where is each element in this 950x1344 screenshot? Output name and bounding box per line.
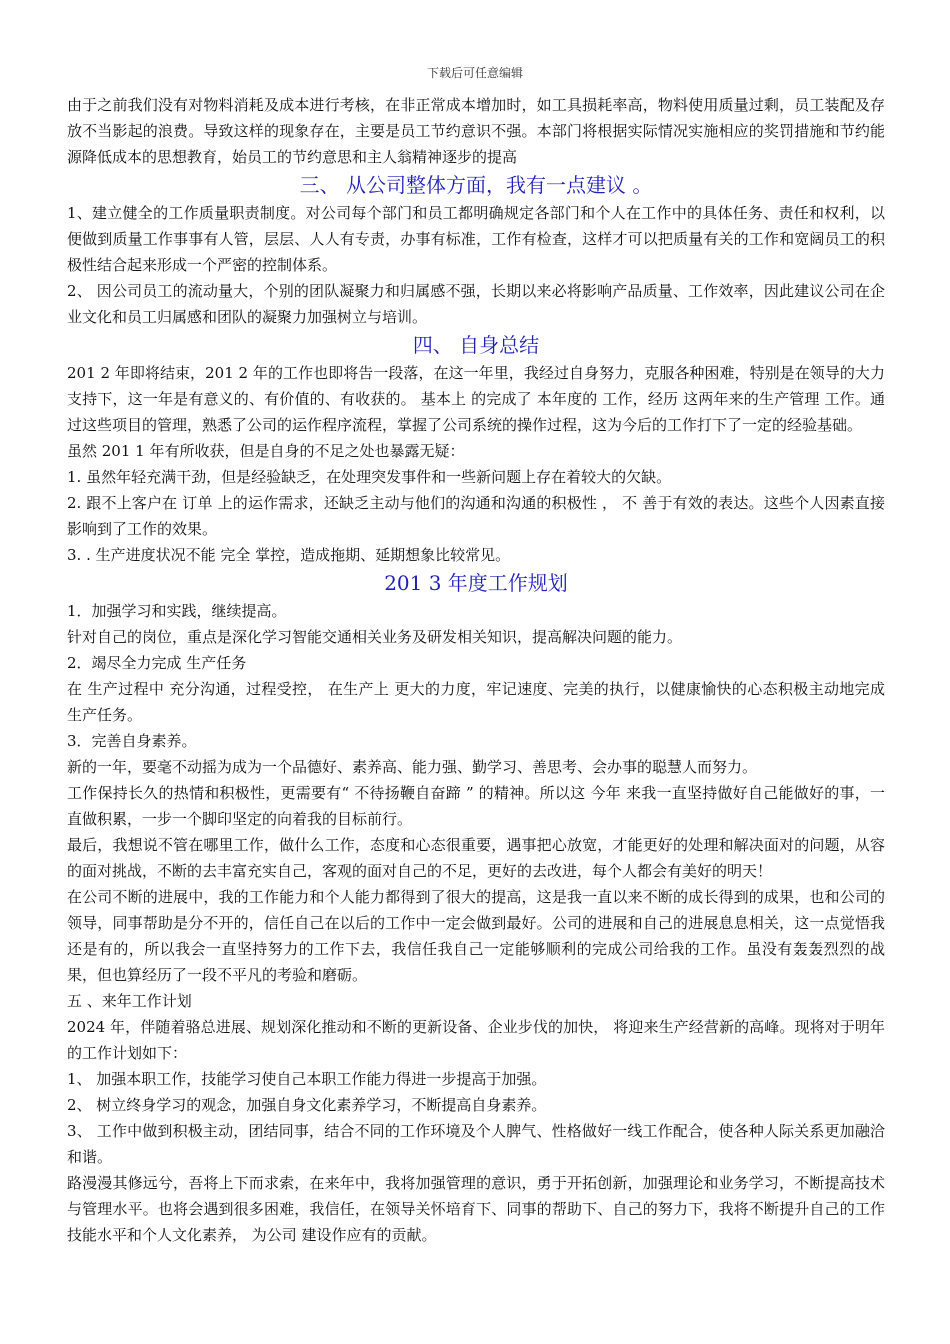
- list-item-next-year-3: 3、 工作中做到积极主动，团结同事，结合不同的工作环境及个人脾气、性格做好一线工作配合，使各种人际关系更加融洽和谐。: [67, 1122, 885, 1166]
- paragraph-suggestion-2: 2、 因公司员工的流动量大，个别的团队凝聚力和归属感不强，长期以来必将影响产品质量、工作效率，因此建议公司在企业文化和员工归属感和团队的凝聚力加强树立与培训。: [67, 282, 885, 326]
- heading-next-year-plan: 五 、来年工作计划: [67, 992, 192, 1010]
- list-item-plan-2: 2．竭尽全力完成 生产任务: [67, 654, 247, 672]
- list-item-plan-1: 1．加强学习和实践，继续提高。: [67, 602, 287, 620]
- paragraph-plan-3-detail: 新的一年，要毫不动摇为成为一个品德好、素养高、能力强、勤学习、善思考、会办事的聪慧人而努力。: [67, 758, 758, 776]
- paragraph-closing: 路漫漫其修远兮，吾将上下而求索，在来年中，我将加强管理的意识，勇于开拓创新，加强理论和业务学习，不断提高技术与管理水平。也将会遇到很多困难，我信任，在领导关怀培育下、同事的帮助下、自己的努力下，我将不断提升自己的工作技能水平和个人文化素养， 为公司 建设作应有的贡献。: [67, 1174, 885, 1244]
- heading-self-summary: 四、 自身总结: [412, 333, 540, 357]
- list-item-shortcoming-3: 3. . 生产进度状况不能 完全 掌控，造成拖期、延期想象比较常见。: [67, 546, 511, 564]
- list-item-next-year-1: 1、 加强本职工作，技能学习使自己本职工作能力得进一步提高于加强。: [67, 1070, 547, 1088]
- list-item-next-year-2: 2、 树立终身学习的观念，加强自身文化素养学习，不断提高自身素养。: [67, 1096, 547, 1114]
- heading-company-suggestion: 三、 从公司整体方面，我有一点建议 。: [299, 173, 653, 197]
- list-item-shortcoming-2: 2. 跟不上客户在 订单 上的运作需求，还缺乏主动与他们的沟通和沟通的积极性 ， 不 善于有效的表达。这些个人因素直接影响到了工作的效果。: [67, 494, 885, 538]
- paragraph-next-year-intro: 2024 年，伴随着骆总进展、规划深化推动和不断的更新设备、企业步伐的加快， 将迎来生产经营新的高峰。现将对于明年的工作计划如下：: [67, 1018, 885, 1062]
- page-header: 下载后可任意编辑: [426, 66, 523, 80]
- paragraph-plan-2-detail: 在 生产过程中 充分沟通，过程受控， 在生产上 更大的力度，牢记速度、完美的执行，以健康愉快的心态积极主动地完成 生产任务。: [67, 680, 885, 724]
- list-item-shortcoming-1: 1. 虽然年轻充满干劲，但是经验缺乏，在处理突发事件和一些新问题上存在着较大的欠缺。: [67, 468, 672, 486]
- paragraph-finally: 最后，我想说不管在哪里工作，做什么工作，态度和心态很重要，遇事把心放宽，才能更好的处理和解决面对的问题，从容的面对挑战，不断的去丰富充实自己，客观的面对自己的不足，更好的去改进，每个人都会有美好的明天！: [67, 836, 885, 880]
- paragraph-suggestion-1: 1、建立健全的工作质量职责制度。对公司每个部门和员工都明确规定各部门和个人在工作中的具体任务、责任和权利，以便做到质量工作事事有人管，层层、人人有专责，办事有标准，工作有检查，这样才可以把质量有关的工作和宽阔员工的积极性结合起来形成一个严密的控制体系。: [67, 204, 885, 274]
- list-item-plan-3: 3．完善自身素养。: [67, 732, 197, 750]
- paragraph-enthusiasm: 工作保持长久的热情和积极性，更需要有“ 不待扬鞭自奋蹄 ” 的精神。所以这 今年 来我一直坚持做好自己能做好的事，一直做积累，一步一个脚印坚定的向着我的目标前行。: [67, 784, 885, 828]
- paragraph-plan-1-detail: 针对自己的岗位，重点是深化学习智能交通相关业务及研发相关知识，提高解决问题的能力。: [67, 628, 683, 646]
- heading-2013-plan: 201 3 年度工作规划: [384, 571, 568, 595]
- paragraph-shortcomings-intro: 虽然 201 1 年有所收获，但是自身的不足之处也暴露无疑：: [67, 442, 465, 460]
- document-body: [67, 92, 885, 1248]
- paragraph-summary-intro: 201 2 年即将结束，201 2 年的工作也即将告一段落，在这一年里，我经过自身努力，克服各种困难，特别是在领导的大力支持下，这一年是有意义的、有价值的、有收获的。 基本上 的完成了 本年度的 工作，经历 这两年来的生产管理 工作。通过这些项目的管理，熟悉了公司的运作程序流程，掌握了公司系统的操作过程，这为今后的工作打下了一定的经验基础。: [67, 364, 885, 434]
- paragraph-growth: 在公司不断的进展中，我的工作能力和个人能力都得到了很大的提高，这是我一直以来不断的成长得到的成果，也和公司的领导，同事帮助是分不开的，信任自己在以后的工作中一定会做到最好。公司的进展和自己的进展息息相关，这一点觉悟我还是有的，所以我会一直坚持努力的工作下去，我信任我自己一定能够顺利的完成公司给我的工作。虽没有轰轰烈烈的战果，但也算经历了一段不平凡的考验和磨砺。: [67, 888, 885, 984]
- paragraph-cost-control: 由于之前我们没有对物料消耗及成本进行考核，在非正常成本增加时，如工具损耗率高，物料使用质量过剩，员工装配及存放不当影起的浪费。导致这样的现象存在，主要是员工节约意识不强。本部门将根据实际情况实施相应的奖罚措施和节约能源降低成本的思想教育，始员工的节约意思和主人翁精神逐步的提高: [67, 96, 885, 166]
